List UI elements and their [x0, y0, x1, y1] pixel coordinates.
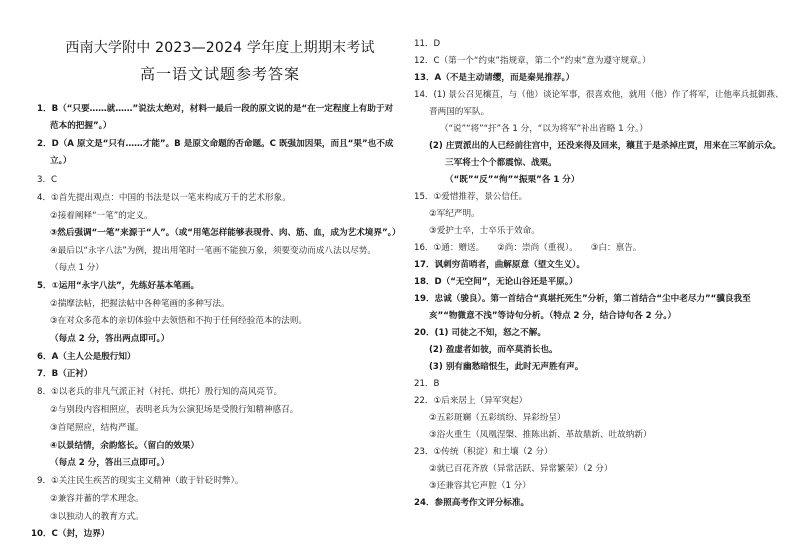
- answer-line: ③浴火重生（凤凰涅槃、推陈出新、革故鼎新、吐故纳新）: [429, 430, 652, 440]
- answer-line: ②就已百花齐放（异常活跃、异常繁荣）（2 分）: [429, 464, 613, 474]
- answer-line: 16．①通：赠送。 ②尚：崇尚（重视）。 ③白：禀告。: [414, 243, 642, 253]
- answer-line: 22．①后来居上（异军突起）: [414, 396, 528, 406]
- answer-line: ③首尾照应，结构严谨。: [50, 423, 144, 433]
- answer-line: ④以景结情，余韵悠长。（留白的效果）: [50, 441, 200, 451]
- exam-title: 西南大学附中 2023—2024 学年度上期期末考试: [65, 40, 375, 56]
- answer-line: 24．参照高考作文评分标准。: [414, 498, 530, 508]
- answer-line: ③在对众多范本的亲切体验中去领悟和不拘于任何经验范本的法则。: [50, 316, 307, 326]
- answer-line: 14．(1) 景公召见穰苴，与（他）谈论军事，很喜欢他，就用（他）作了将军，让他率兵抵御燕、: [414, 90, 784, 100]
- answer-line: 3．C: [37, 175, 58, 185]
- answer-line: 1．B（“只要……就……”说法太绝对，材料一最后一段的原文说的是“在一定程度上有助于对: [37, 104, 394, 114]
- answer-line: 2．D（A 原文是“只有……才能”。B 是原文命题的否命题。C 既强加因果，而且“果”也不成: [37, 139, 394, 149]
- answer-line: 5．①运用“永字八法”，先练好基本笔画。: [37, 281, 200, 291]
- answer-line: 19．忠诚（骏良）。第一首结合“真堪托死生”分析，第二首结合“尘中老尽力”“骥良我至: [414, 294, 751, 304]
- answer-line: 10．C（封，边界）: [31, 529, 110, 539]
- answer-line: 11．D: [414, 39, 441, 49]
- answer-line: ②军纪严明。: [429, 209, 480, 219]
- answer-line: ③还兼容其它声腔（1 分）: [429, 481, 531, 491]
- answer-line: 9．①关注民生疾苦的现实主义精神（敢于针砭时弊）。: [37, 476, 244, 486]
- answer-line: ②与别段内容相照应，表明老兵为公演犯场是受殷行知精神感召。: [50, 405, 299, 415]
- answer-line: (2) 盈虚者如彼，而卒莫消长也。: [429, 345, 558, 355]
- answer-line: （“既”“反”“徇”“振栗”各 1 分）: [445, 175, 580, 185]
- answer-line: 亥”“物微意不浅”等诗句分析。（特点 2 分，结合诗句各 2 分。）: [429, 311, 677, 321]
- answer-line: (2) 庄贾派出的人已经前往宫中，还没来得及回来，穰苴于是杀掉庄贾，用来在三军前示众。: [429, 141, 781, 151]
- answer-line: ③爱护士卒，士卒乐于效命。: [429, 226, 540, 236]
- answer-key-title: 高一语文试题参考答案: [139, 65, 300, 83]
- answer-line: 6．A（主人公是殷行知）: [37, 352, 136, 362]
- answer-line: 15．①爱惜推荐，景公信任。: [414, 192, 528, 202]
- answer-line: 7．B（正衬）: [37, 369, 93, 379]
- answer-line: (3) 别有幽愁暗恨生，此时无声胜有声。: [429, 362, 584, 372]
- answer-line: 13．A（不是主动请缨，而是秦晃推荐。）: [414, 73, 575, 83]
- answer-line: ②接着阐释“一笔”的定义。: [50, 211, 153, 221]
- answer-line: （每点 2 分，答出三点即可。）: [50, 458, 170, 468]
- answer-line: ④最后以“永字八法”为例，提出用笔时一笔画不能独万象，须要变动而成八法以尽势。: [50, 246, 376, 256]
- answer-line: ②兼容并蓄的学术理念。: [50, 494, 144, 504]
- answer-line: 21．B: [414, 379, 440, 389]
- answer-line: 立。）: [50, 156, 72, 166]
- answer-line: 20．(1) 司徒之不知，怒之不解。: [414, 328, 546, 338]
- answer-line: （每点 2 分，答出两点即可。）: [50, 334, 170, 344]
- answer-line: ③以独动人的教育方式。: [50, 512, 144, 522]
- answer-line: （每点 1 分）: [50, 263, 104, 273]
- answer-line: ③然后强调“一笔”来源于“人”。（或“用笔怎样能够表现骨、肉、筋、血，成为艺术境界”。）: [50, 228, 401, 238]
- answer-line: 晋两国的军队。: [429, 107, 490, 117]
- answer-line: 范本的把握”。）: [50, 121, 112, 131]
- answer-line: ②五彩斑斓（五彩缤纷、异彩纷呈）: [429, 413, 566, 423]
- answer-line: ②揣摩法帖，把握法帖中各种笔画的多种写法。: [50, 299, 230, 309]
- answer-line: 4．①首先提出观点：中国的书法是以一笔来构成万千的艺术形象。: [37, 193, 291, 203]
- answer-line: 三军将士个个都震惊、战栗。: [445, 158, 557, 168]
- answer-line: 18．D（“无空间”，无论山谷还是平原。）: [414, 277, 578, 287]
- answer-line: 17．讽刺穷苗哨者，曲解原意（望文生义）。: [414, 260, 585, 270]
- answer-line: 12．C（第一个“约束”指规章，第二个“约束”意为遵守规章。）: [414, 56, 651, 66]
- answer-line: 8．①以老兵的非凡气派正衬（衬托、烘托）殷行知的高风亮节。: [37, 387, 283, 397]
- answer-line: （“说”“将”“扞”各 1 分，“以为将军”补出省略 1 分。）: [440, 124, 648, 134]
- answer-line: 23．①传统（积淀）和土壤（2 分）: [414, 447, 553, 457]
